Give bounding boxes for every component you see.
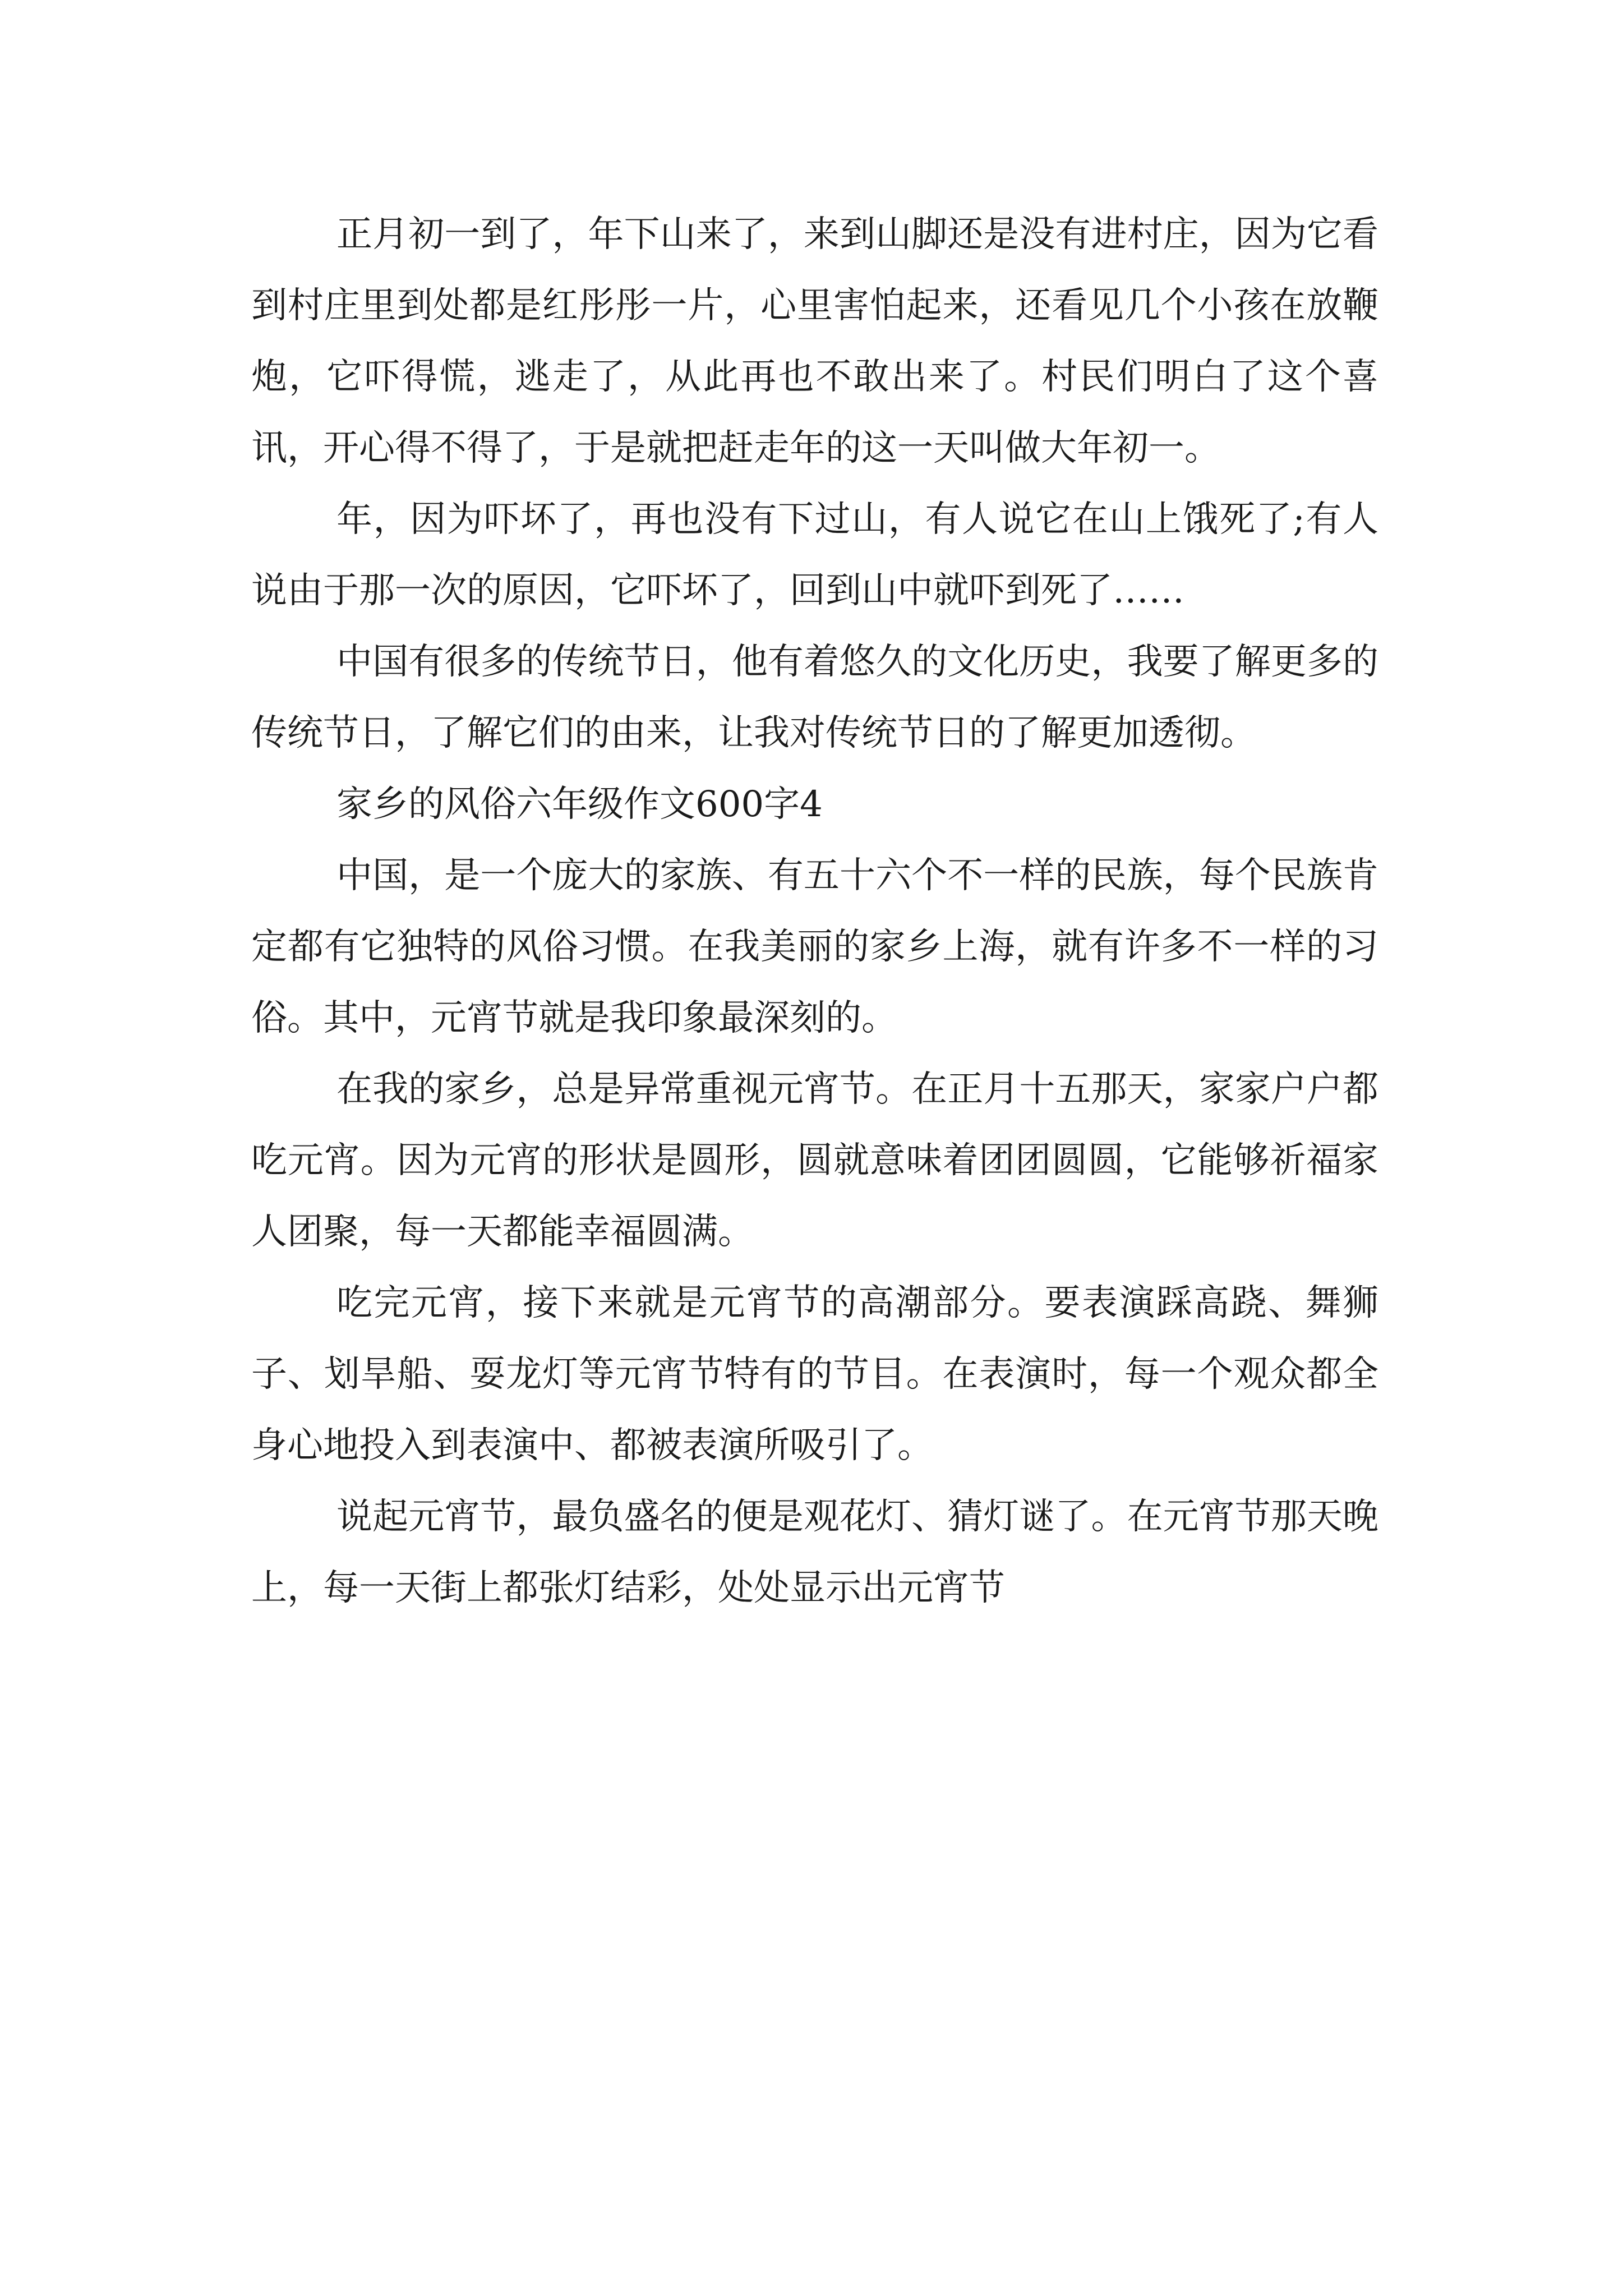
paragraph-1: 正月初一到了，年下山来了，来到山脚还是没有进村庄，因为它看到村庄里到处都是红彤彤一片，心里害怕起来，还看见几个小孩在放鞭炮，它吓得慌，逃走了，从此再也不敢出来了。村民们明白了这个喜讯，开心得不得了，于是就把赶走年的这一天叫做大年初一。: [251, 214, 1378, 469]
paragraph-4: 中国，是一个庞大的家族、有五十六个不一样的民族，每个民族肯定都有它独特的风俗习惯。在我美丽的家乡上海，就有许多不一样的习俗。其中，元宵节就是我印象最深刻的。: [251, 855, 1378, 1039]
paragraph-5: 在我的家乡，总是异常重视元宵节。在正月十五那天，家家户户都吃元宵。因为元宵的形状是圆形，圆就意味着团团圆圆，它能够祈福家人团聚，每一天都能幸福圆满。: [251, 1069, 1378, 1253]
paragraph-6: 吃完元宵，接下来就是元宵节的高潮部分。要表演踩高跷、舞狮子、划旱船、耍龙灯等元宵节特有的节目。在表演时，每一个观众都全身心地投入到表演中、都被表演所吸引了。: [251, 1282, 1378, 1466]
paragraph-3: 中国有很多的传统节日，他有着悠久的文化历史，我要了解更多的传统节日，了解它们的由来，让我对传统节日的了解更加透彻。: [251, 641, 1378, 754]
paragraph-7: 说起元宵节，最负盛名的便是观花灯、猜灯谜了。在元宵节那天晚上，每一天街上都张灯结彩，处处显示出元宵节: [251, 1496, 1378, 1609]
paragraph-2: 年，因为吓坏了，再也没有下过山，有人说它在山上饿死了;有人说由于那一次的原因，它吓坏了，回到山中就吓到死了……: [251, 499, 1378, 611]
section-heading: 家乡的风俗六年级作文600字4: [336, 784, 823, 825]
document-body: [251, 199, 1378, 1624]
